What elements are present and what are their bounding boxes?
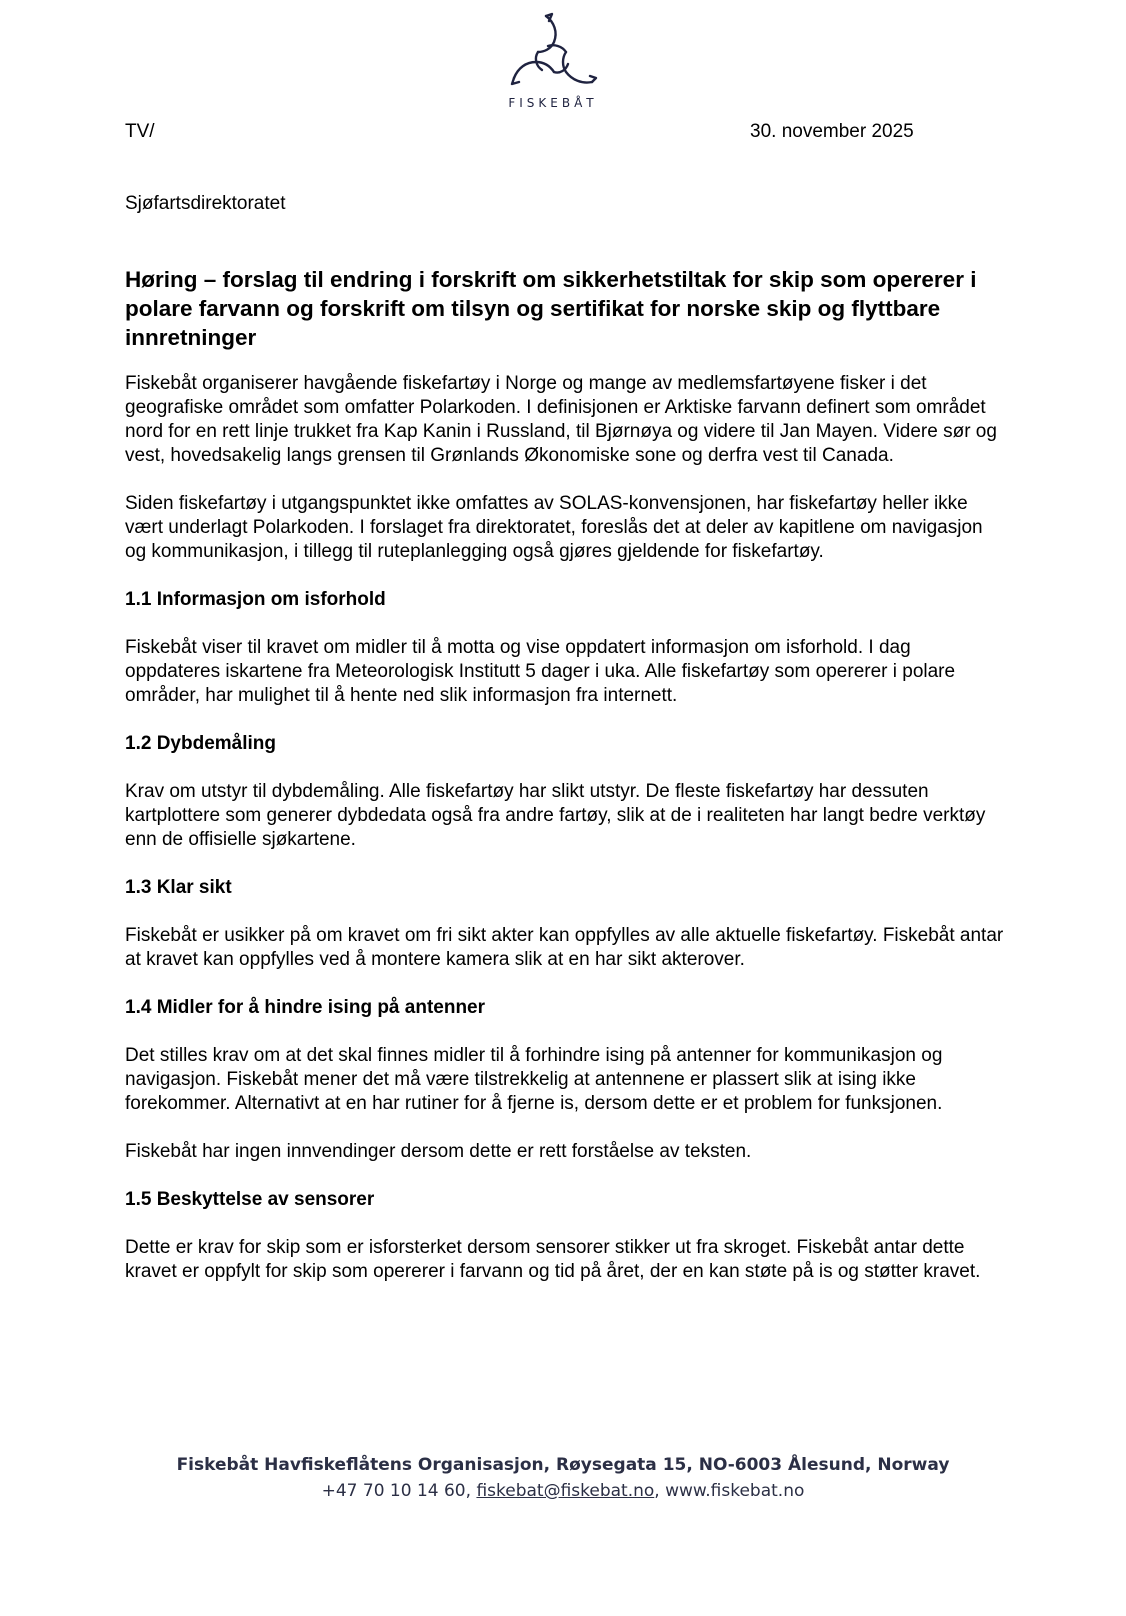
fiskebat-logo xyxy=(505,12,601,122)
letter-date: 30. november 2025 xyxy=(750,121,914,142)
section-heading: 1.4 Midler for å hindre ising på antenner xyxy=(125,997,486,1018)
section-heading: 1.3 Klar sikt xyxy=(125,877,232,898)
section-paragraph: Fiskebåt er usikker på om kravet om fri sikt akter kan oppfylles av alle aktuelle fiskefartøy. Fiskebåt antar at kravet kan oppfylles ved å montere kamera slik at en har sikt akterover. xyxy=(125,925,1004,970)
section-paragraph: Fiskebåt har ingen innvendinger dersom dette er rett forståelse av teksten. xyxy=(125,1141,752,1162)
footer-contact xyxy=(0,1478,1126,1504)
footer-phone: +47 70 10 14 60 xyxy=(321,1481,466,1501)
section-paragraph: Fiskebåt viser til kravet om midler til å motta og vise oppdatert informasjon om isforhold. I dag oppdateres iskartene fra Meteorologisk Institutt 5 dager i uka. Alle fiskefartøy som opererer i polare områder, har mulighet til å hente ned slik informasjon fra internett. xyxy=(125,637,956,706)
section-paragraph: Dette er krav for skip som er isforsterket dersom sensorer stikker ut fra skroget. Fiskebåt antar dette kravet er oppfylt for skip som opererer i farvann og tid på året, der en kan støte på is og støtter kravet. xyxy=(125,1237,981,1282)
intro-paragraph: Siden fiskefartøy i utgangspunktet ikke omfattes av SOLAS-konvensjonen, har fiskefartøy heller ikke vært underlagt Polarkoden. I forslaget fra direktoratet, foreslås det at deler av kapitlene om navigasjon og kommunikasjon, i tillegg til ruteplanlegging også gjøres gjeldende for fiskefartøy. xyxy=(125,493,983,562)
footer-email-link[interactable]: fiskebat@fiskebat.no xyxy=(476,1481,655,1501)
letter-body xyxy=(125,265,1005,1308)
footer-website: www.fiskebat.no xyxy=(665,1481,805,1501)
document-title: Høring – forslag til endring i forskrift om sikkerhetstiltak for skip som opererer i polare farvann og forskrift om tilsyn og sertifikat for norske skip og flyttbare innretninger xyxy=(125,267,977,350)
reference-code: TV/ xyxy=(125,121,155,142)
footer-separator: , xyxy=(654,1481,666,1501)
footer-organization: Fiskebåt Havfiskeflåtens Organisasjon, Røysegata 15, NO-6003 Ålesund, Norway xyxy=(176,1455,950,1475)
section-paragraph: Krav om utstyr til dybdemåling. Alle fiskefartøy har slikt utstyr. De fleste fiskefartøy har dessuten kartplottere som generer dybdedata også fra andre fartøy, slik at de i realiteten har langt bedre verktøy enn de offisielle sjøkartene. xyxy=(125,781,986,850)
fish-triskelion-icon xyxy=(508,12,598,96)
logo-wordmark: FISKEBÅT xyxy=(508,96,598,110)
letter-footer xyxy=(0,1452,1126,1504)
footer-separator: , xyxy=(465,1481,477,1501)
intro-paragraph: Fiskebåt organiserer havgående fiskefartøy i Norge og mange av medlemsfartøyene fisker i det geografiske området som omfatter Polarkoden. I definisjonen er Arktiske farvann definert som området nord for en rett linje trukket fra Kap Kanin i Russland, til Bjørnøya og videre til Jan Mayen. Videre sør og vest, hovedsakelig langs grensen til Grønlands Økonomiske sone og derfra vest til Canada. xyxy=(125,373,997,466)
section-paragraph: Det stilles krav om at det skal finnes midler til å forhindre ising på antenner for kommunikasjon og navigasjon. Fiskebåt mener det må være tilstrekkelig at antennene er plassert slik at ising ikke forekommer. Alternativt at en har rutiner for å fjerne is, dersom dette er et problem for funksjonen. xyxy=(125,1045,943,1114)
section-heading: 1.5 Beskyttelse av sensorer xyxy=(125,1189,375,1210)
recipient: Sjøfartsdirektoratet xyxy=(125,193,286,214)
section-heading: 1.1 Informasjon om isforhold xyxy=(125,589,386,610)
section-heading: 1.2 Dybdemåling xyxy=(125,733,276,754)
